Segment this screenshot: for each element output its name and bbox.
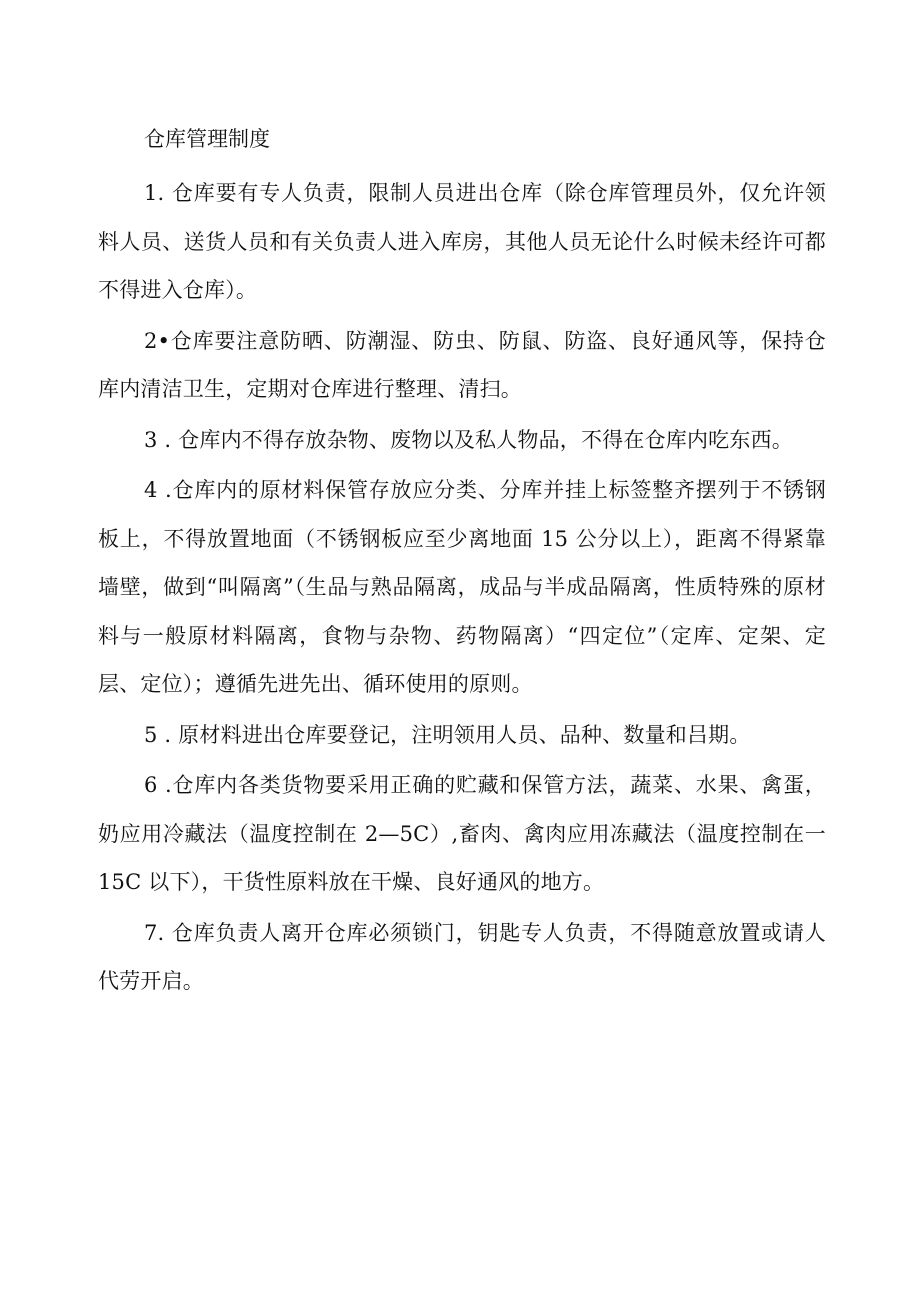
- paragraph-1: 1. 仓库要有专人负责，限制人员进出仓库（除仓库管理员外，仅允许领料人员、送货人员和有关负责人进入库房，其他人员无论什么时候未经许可都不得进入仓库）。: [98, 181, 826, 302]
- paragraph-7: 7. 仓库负责人离开仓库必须锁门，钥匙专人负责，不得随意放置或请人代劳开启。: [98, 920, 826, 993]
- paragraph-5: 5 . 原材料进出仓库要登记，注明领用人员、品种、数量和吕期。: [144, 722, 751, 747]
- paragraph-2: 2•仓库要注意防晒、防潮湿、防虫、防鼠、防盗、良好通风等，保持仓库内清洁卫生，定期对仓库进行整理、清扫。: [98, 328, 826, 401]
- paragraph-4: 4 .仓库内的原材料保管存放应分类、分库并挂上标签整齐摆列于不锈钢板上，不得放置地面（不锈钢板应至少离地面 15 公分以上），距离不得紧靠墙壁，做到“叫隔离”（生品与熟品隔离，成品与半成品隔离，性质特殊的原材料与一般原材料隔离，食物与杂物、药物隔离）“四定位”（定库、定架、定层、定位）；遵循先进先出、循环使用的原则。: [98, 478, 826, 696]
- document-title: 仓库管理制度: [144, 127, 270, 151]
- paragraph-6: 6 .仓库内各类货物要采用正确的贮藏和保管方法，蔬菜、水果、禽蛋，奶应用冷藏法（温度控制在 2—5C）,畜肉、禽肉应用冻藏法（温度控制在一 15C 以下），干货性原料放在干燥、良好通风的地方。: [98, 773, 826, 894]
- paragraph-3: 3 . 仓库内不得存放杂物、废物以及私人物品，不得在仓库内吃东西。: [144, 427, 793, 452]
- document-body: [98, 115, 826, 1008]
